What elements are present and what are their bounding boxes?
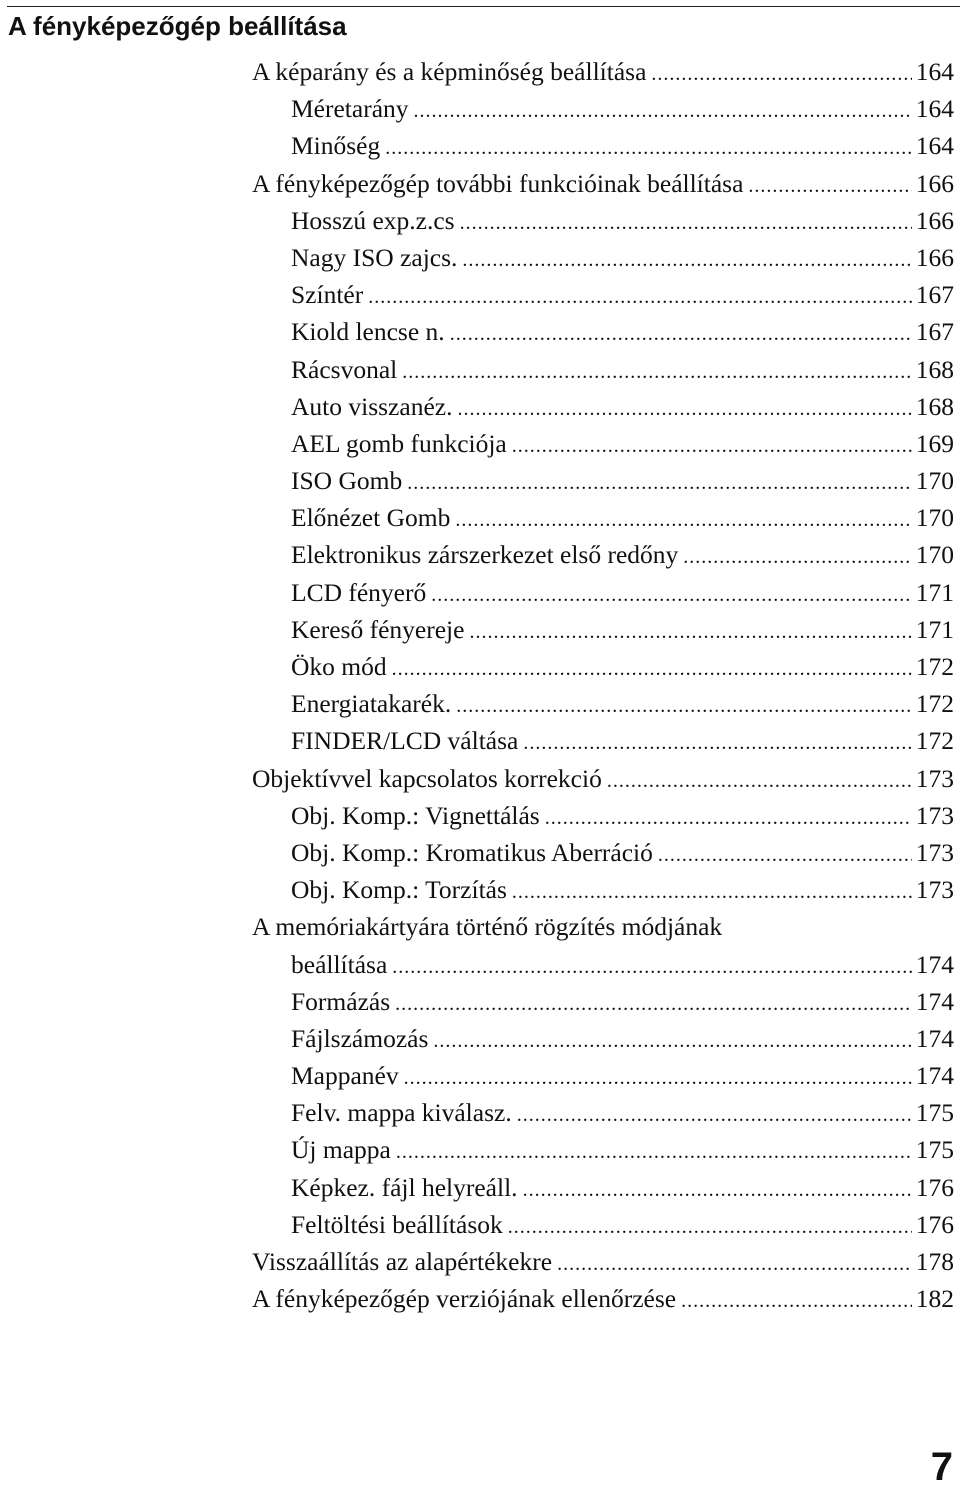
toc-entry-page: 169: [915, 428, 954, 458]
toc-entry-label: Színtér: [291, 280, 364, 310]
toc-entry[interactable]: [252, 648, 954, 685]
table-of-contents: [252, 53, 954, 1317]
dot-leader: [396, 1134, 912, 1171]
toc-entry-page: 173: [915, 875, 954, 905]
dot-leader: [395, 986, 912, 1023]
toc-entry-label: Új mappa: [291, 1135, 391, 1165]
toc-entry-page: 175: [915, 1135, 954, 1165]
toc-entry-page: 166: [915, 242, 954, 272]
toc-entry-label: Rácsvonal: [291, 354, 398, 384]
toc-entry[interactable]: [252, 834, 954, 871]
toc-entry-label: A fényképezőgép további funkcióinak beállítása: [252, 168, 744, 198]
toc-entry-page: 182: [915, 1284, 954, 1314]
toc-entry[interactable]: [252, 983, 954, 1020]
dot-leader: [523, 725, 911, 762]
dot-leader: [681, 1283, 912, 1320]
toc-entry[interactable]: [252, 1094, 954, 1131]
toc-entry-page: 168: [915, 391, 954, 421]
toc-entry-page: 173: [915, 800, 954, 830]
toc-entry[interactable]: [252, 1280, 954, 1317]
toc-entry-page: 170: [915, 503, 954, 533]
dot-leader: [460, 205, 912, 242]
toc-entry-label: Auto visszanéz.: [291, 391, 453, 421]
dot-leader: [557, 1246, 912, 1283]
dot-leader: [523, 1172, 912, 1209]
dot-leader: [392, 949, 911, 986]
dot-leader: [385, 130, 912, 167]
dot-leader: [658, 837, 912, 874]
dot-leader: [748, 168, 911, 205]
dot-leader: [407, 465, 912, 502]
toc-entry-label: Feltöltési beállítások: [291, 1209, 503, 1239]
toc-entry[interactable]: [252, 276, 954, 313]
toc-entry-page: 173: [915, 763, 954, 793]
toc-entry-page: 166: [915, 205, 954, 235]
toc-entry[interactable]: [252, 1169, 954, 1206]
dot-leader: [683, 539, 911, 576]
toc-entry-page: 171: [915, 614, 954, 644]
toc-entry-label: A fényképezőgép verziójának ellenőrzése: [252, 1284, 677, 1314]
dot-leader: [404, 1060, 912, 1097]
toc-entry-page: 174: [915, 1023, 954, 1053]
toc-entry-label: Mappanév: [291, 1061, 399, 1091]
toc-entry-label: Hosszú exp.z.cs: [291, 205, 455, 235]
toc-entry-label: beállítása: [291, 949, 388, 979]
toc-entry[interactable]: [252, 611, 954, 648]
toc-entry[interactable]: [252, 313, 954, 350]
dot-leader: [368, 279, 912, 316]
toc-entry-page: 174: [915, 1061, 954, 1091]
toc-entry[interactable]: [252, 1020, 954, 1057]
toc-entry-page: 168: [915, 354, 954, 384]
toc-entry-continuation[interactable]: [252, 946, 954, 983]
toc-entry-label: AEL gomb funkciója: [291, 428, 507, 458]
toc-entry-label: Obj. Komp.: Kromatikus Aberráció: [291, 837, 653, 867]
toc-entry-label: Fájlszámozás: [291, 1023, 429, 1053]
toc-entry-page: 167: [915, 280, 954, 310]
toc-entry-label: Öko mód: [291, 652, 387, 681]
toc-entry[interactable]: [252, 1243, 954, 1280]
toc-entry-page: 164: [915, 57, 954, 86]
toc-entry-label: A képarány és a képminőség beállítása: [252, 57, 647, 86]
dot-leader: [545, 800, 912, 837]
section-title: A fényképezőgép beállítása: [8, 11, 347, 41]
toc-entry-label: Felv. mappa kiválasz.: [291, 1098, 512, 1128]
toc-entry-label: Objektívvel kapcsolatos korrekció: [252, 763, 602, 793]
toc-entry[interactable]: [252, 388, 954, 425]
dot-leader: [512, 428, 912, 465]
dot-leader: [651, 56, 911, 93]
toc-entry[interactable]: [252, 462, 954, 499]
top-rule: [7, 6, 960, 7]
toc-entry[interactable]: [252, 53, 954, 90]
toc-entry[interactable]: [252, 908, 954, 945]
toc-entry-label: Kereső fényereje: [291, 614, 465, 644]
toc-entry[interactable]: [252, 239, 954, 276]
toc-entry-label: Visszaállítás az alapértékekre: [252, 1247, 553, 1276]
page-number: 7: [930, 1445, 953, 1489]
dot-leader: [517, 1097, 912, 1134]
dot-leader: [402, 354, 912, 391]
toc-entry-page: 170: [915, 540, 954, 570]
toc-entry[interactable]: [252, 871, 954, 908]
toc-entry[interactable]: [252, 90, 954, 127]
toc-entry-label: Minőség: [291, 131, 381, 161]
toc-entry-page: 170: [915, 466, 954, 496]
toc-entry-page: 164: [915, 94, 954, 124]
toc-entry-page: 178: [915, 1247, 954, 1276]
dot-leader: [456, 688, 912, 725]
toc-entry[interactable]: [252, 1206, 954, 1243]
dot-leader: [457, 391, 911, 428]
dot-leader: [433, 1023, 911, 1060]
toc-entry-page: 166: [915, 168, 954, 198]
toc-entry[interactable]: [252, 536, 954, 573]
toc-entry-label: Obj. Komp.: Vignettálás: [291, 800, 540, 830]
toc-entry[interactable]: [252, 1131, 954, 1168]
toc-entry-label: Obj. Komp.: Torzítás: [291, 875, 507, 905]
toc-entry-label: LCD fényerő: [291, 577, 427, 607]
dot-leader: [607, 763, 912, 800]
dot-leader: [431, 577, 912, 614]
dot-leader: [462, 242, 911, 279]
toc-entry[interactable]: [252, 165, 954, 202]
toc-entry-page: 174: [915, 986, 954, 1016]
toc-entry-page: 172: [915, 652, 954, 681]
toc-entry[interactable]: [252, 760, 954, 797]
toc-entry[interactable]: [252, 1057, 954, 1094]
toc-entry-label: A memóriakártyára történő rögzítés módjának: [252, 912, 723, 942]
dot-leader: [450, 316, 912, 353]
toc-entry-label: Kiold lencse n.: [291, 317, 445, 347]
dot-leader: [455, 502, 911, 539]
toc-entry-page: 176: [915, 1209, 954, 1239]
toc-entry-label: Formázás: [291, 986, 391, 1016]
toc-entry-page: 175: [915, 1098, 954, 1128]
dot-leader: [469, 614, 911, 651]
toc-entry-page: 173: [915, 837, 954, 867]
toc-entry-label: Előnézet Gomb: [291, 503, 451, 533]
toc-entry[interactable]: [252, 425, 954, 462]
toc-entry[interactable]: [252, 797, 954, 834]
dot-leader: [508, 1209, 912, 1246]
toc-entry-label: ISO Gomb: [291, 466, 403, 496]
toc-entry[interactable]: [252, 685, 954, 722]
toc-entry-label: Energiatakarék.: [291, 689, 452, 719]
dot-leader: [512, 874, 912, 911]
toc-entry[interactable]: [252, 499, 954, 536]
toc-entry[interactable]: [252, 574, 954, 611]
toc-entry[interactable]: [252, 351, 954, 388]
toc-entry-page: 164: [915, 131, 954, 161]
toc-entry-page: 171: [915, 577, 954, 607]
toc-entry-label: Méretarány: [291, 94, 409, 124]
toc-entry[interactable]: [252, 722, 954, 759]
toc-entry-label: Elektronikus zárszerkezet első redőny: [291, 540, 679, 570]
dot-leader: [414, 93, 912, 130]
toc-entry-page: 167: [915, 317, 954, 347]
toc-entry-label: Képkez. fájl helyreáll.: [291, 1172, 518, 1202]
toc-entry-label: Nagy ISO zajcs.: [291, 242, 458, 272]
toc-entry[interactable]: [252, 202, 954, 239]
toc-entry[interactable]: [252, 127, 954, 164]
toc-entry-label: FINDER/LCD váltása: [291, 726, 519, 756]
toc-entry-page: 174: [915, 949, 954, 979]
toc-entry-page: 172: [915, 726, 954, 756]
toc-entry-page: 176: [915, 1172, 954, 1202]
dot-leader: [392, 651, 912, 688]
toc-entry-page: 172: [915, 689, 954, 719]
